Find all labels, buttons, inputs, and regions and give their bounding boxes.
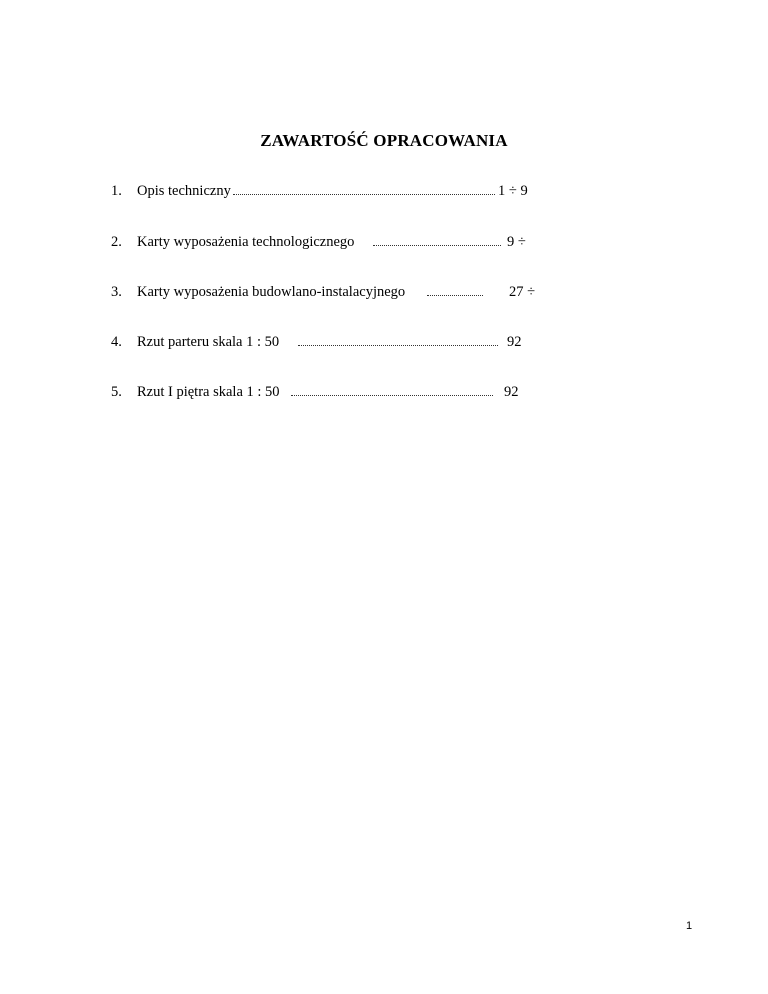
toc-page: 92 <box>504 384 519 400</box>
page-title: ZAWARTOŚĆ OPRACOWANIA <box>260 131 508 150</box>
toc-entry-5 <box>111 382 551 402</box>
page-number: 1 <box>686 920 693 932</box>
toc-leader-dots <box>373 245 501 246</box>
toc-number: 1. <box>111 183 122 199</box>
toc-text: Karty wyposażenia budowlano-instalacyjnego <box>137 284 406 300</box>
toc-leader-dots <box>291 395 493 396</box>
toc-number: 3. <box>111 284 122 300</box>
toc-number: 5. <box>111 384 122 400</box>
toc-number: 4. <box>111 334 122 350</box>
toc-leader-dots <box>298 345 498 346</box>
toc-entry-3 <box>111 282 551 302</box>
toc-page: 92 <box>507 334 522 350</box>
toc-number: 2. <box>111 234 122 250</box>
toc-page: 1 ÷ 9 <box>498 183 528 199</box>
toc-text: Rzut I piętra skala 1 : 50 <box>137 384 280 400</box>
toc-text: Rzut parteru skala 1 : 50 <box>137 334 280 350</box>
toc-leader-dots <box>233 194 495 195</box>
toc-text: Opis techniczny <box>137 183 231 199</box>
toc-text: Karty wyposażenia technologicznego <box>137 234 355 250</box>
toc-leader-dots <box>427 295 483 296</box>
toc-page: 27 ÷ <box>509 284 536 300</box>
toc-entry-2 <box>111 232 551 252</box>
toc-entry-1 <box>111 181 551 201</box>
toc-entry-4 <box>111 332 551 352</box>
toc-page: 9 ÷ <box>507 234 526 250</box>
